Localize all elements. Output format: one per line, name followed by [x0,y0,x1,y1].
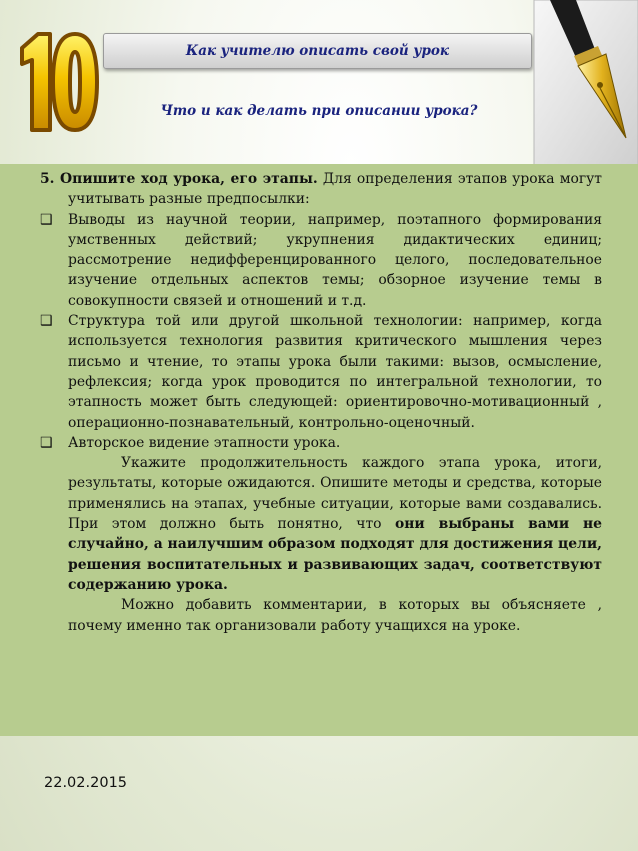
steps-heading: 5. Опишите ход урока, его этапы. [40,171,318,187]
checkbox-bullet-icon: ❑ [40,313,53,330]
main-text [40,169,602,636]
bullet-text: Выводы из научной теории, например, поэтапного формирования умственных действий; укрупнения дидактических единиц; рассмотрение недифференцированного целого, последовательное изучение отдельных аспектов темы; обзорное изучение темы в совокупности связей и отношений и т.д. [68,211,602,309]
duration-text: Укажите продолжительность каждого этапа урока, итоги, результаты, которые ожидаются. Опишите методы и средства, которые применялись на этапах, учебные ситуации, которые вами создавались. При этом должно быть понятно, что [68,455,602,533]
checkbox-bullet-icon: ❑ [40,434,53,451]
slide-date: 22.02.2015 [44,775,128,791]
paragraph-comments: Можно добавить комментарии, в которых вы объясняете , почему именно так организовали работу учащихся на уроке. [68,597,602,634]
bullet-text: Структура той или другой школьной технологии: например, когда используется технология развития критического мышления через письмо и чтение, то этапы урока были такими: вызов, осмысление, рефлексия; когда урок проводится по интегральной технологии, то этапность может быть следующей: ориентировочно-мотивационный , операционно-познавательный, контрольно-оценочный. [68,313,602,431]
fountain-pen-nib-icon [530,0,638,165]
bullet-text: Авторское видение этапности урока. [68,434,341,451]
paragraph-duration [68,453,602,595]
checkbox-bullet-icon: ❑ [40,211,53,228]
paragraph-steps [40,169,602,210]
list-item [40,311,602,433]
emphasis-text: они выбраны вами не случайно, а наилучшим образом подходят для достижения цели, решения воспитательных и развивающих задач, соответствуют содержанию урока. [68,516,602,593]
subtitle-text: Что и как делать при описании урока? [160,103,478,119]
list-item [40,210,602,311]
list-item [40,433,602,453]
title-bar [103,33,532,69]
slide-title: Как учителю описать свой урок [185,43,450,59]
indented-paragraphs [40,453,602,636]
steps-intro: Для определения этапов урока могут учитывать разные предпосылки: [68,171,602,208]
